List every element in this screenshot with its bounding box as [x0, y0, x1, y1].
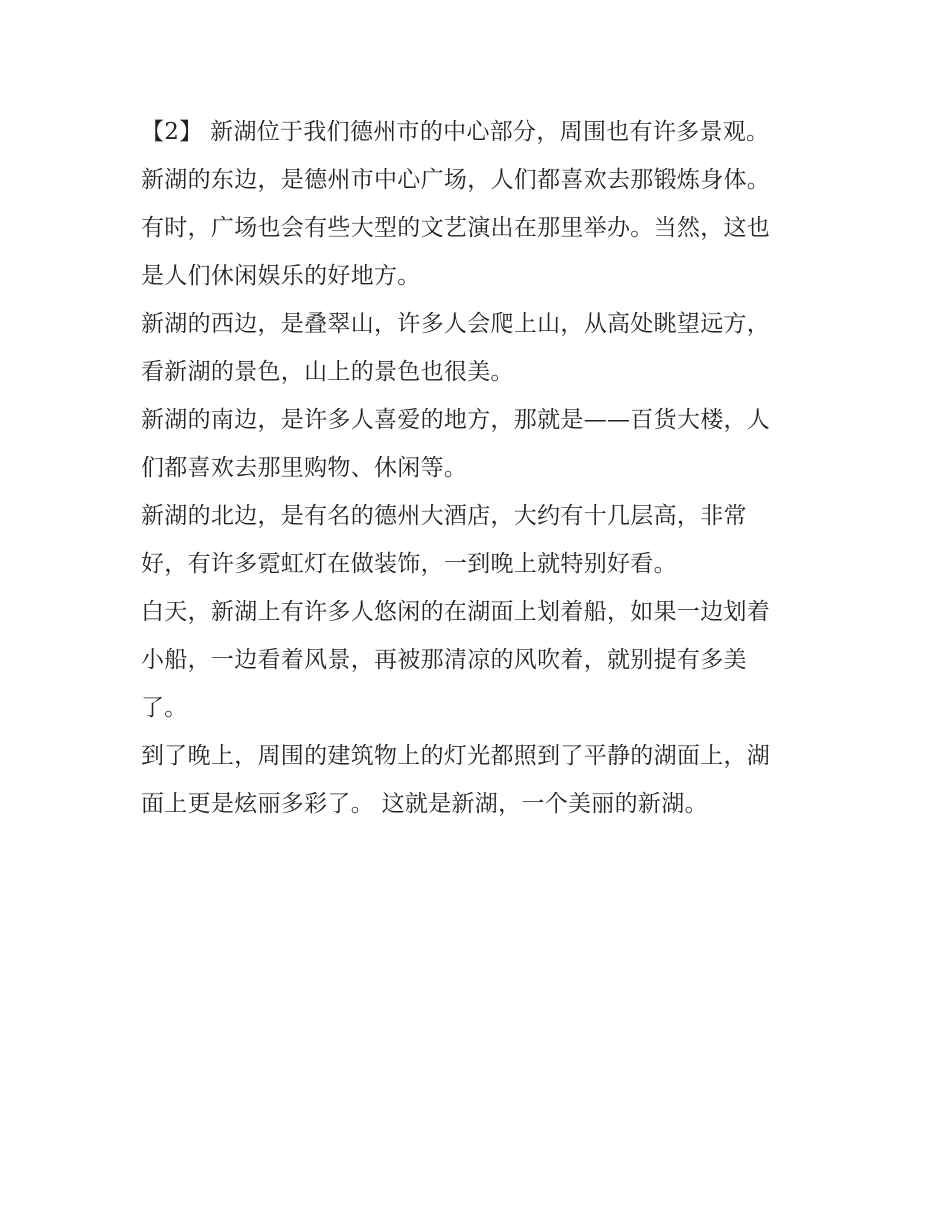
text-line: 【2】 新湖位于我们德州市的中心部分，周围也有许多景观。 [141, 119, 770, 145]
text-line: 好，有许多霓虹灯在做装饰，一到晚上就特别好看。 [141, 551, 677, 577]
text-line: 新湖的东边，是德州市中心广场，人们都喜欢去那锻炼身体。 [141, 167, 771, 193]
text-line: 白天，新湖上有许多人悠闲的在湖面上划着船，如果一边划着 [141, 599, 771, 625]
text-line: 有时，广场也会有些大型的文艺演出在那里举办。当然，这也 [141, 215, 771, 241]
text-line: 面上更是炫丽多彩了。 这就是新湖，一个美丽的新湖。 [141, 791, 708, 817]
text-line: 看新湖的景色，山上的景色也很美。 [141, 359, 514, 385]
text-line: 们都喜欢去那里购物、休闲等。 [141, 455, 468, 481]
text-line: 新湖的西边，是叠翠山，许多人会爬上山，从高处眺望远方， [141, 311, 771, 337]
text-line: 新湖的南边，是许多人喜爱的地方，那就是——百货大楼，人 [141, 407, 771, 433]
text-line: 到了晚上，周围的建筑物上的灯光都照到了平静的湖面上，湖 [141, 743, 771, 769]
text-line: 了。 [141, 695, 188, 721]
text-line: 是人们休闲娱乐的好地方。 [141, 263, 421, 289]
text-line: 小船，一边看着风景，再被那清凉的风吹着，就别提有多美 [141, 647, 747, 673]
essay-body [141, 108, 821, 828]
text-line: 新湖的北边，是有名的德州大酒店，大约有十几层高，非常 [141, 503, 747, 529]
